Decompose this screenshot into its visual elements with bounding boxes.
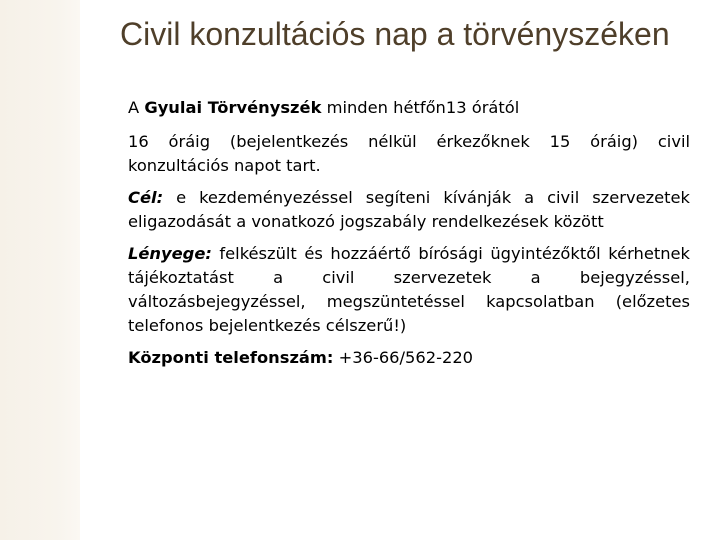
phone-number: +36-66/562-220: [333, 348, 474, 367]
intro-line: [128, 96, 690, 120]
court-name: Gyulai Törvényszék: [144, 98, 322, 117]
intro-prefix: A: [128, 98, 145, 117]
essence-label: Lényege:: [128, 244, 212, 263]
goal-text: e kezdeményezéssel segíteni kívánják a civil szervezetek eligazodását a vonatkozó jogszabály rendelkezések között: [128, 188, 690, 231]
goal-label: Cél:: [128, 188, 164, 207]
intro-rest: minden hétfőn13 órától: [321, 98, 520, 117]
slide-title: Civil konzultációs nap a törvényszéken: [120, 16, 670, 52]
essence-text: felkészült és hozzáértő bírósági ügyintézőktől kérhetnek tájékoztatást a civil szervezetek a bejegyzéssel, változásbejegyzéssel, megszüntetéssel kapcsolatban (előzetes telefonos bejelentkezés célszerű!): [128, 244, 690, 335]
schedule-paragraph: 16 óráig (bejelentkezés nélkül érkezőknek 15 óráig) civil konzultációs napot tart.: [128, 132, 690, 175]
essence-paragraph: [128, 242, 690, 338]
goal-paragraph: [128, 186, 690, 234]
phone-label: Központi telefonszám:: [128, 348, 334, 367]
slide-body: [128, 96, 690, 370]
phone-paragraph: [128, 346, 690, 370]
decorative-side-band: [0, 0, 80, 540]
